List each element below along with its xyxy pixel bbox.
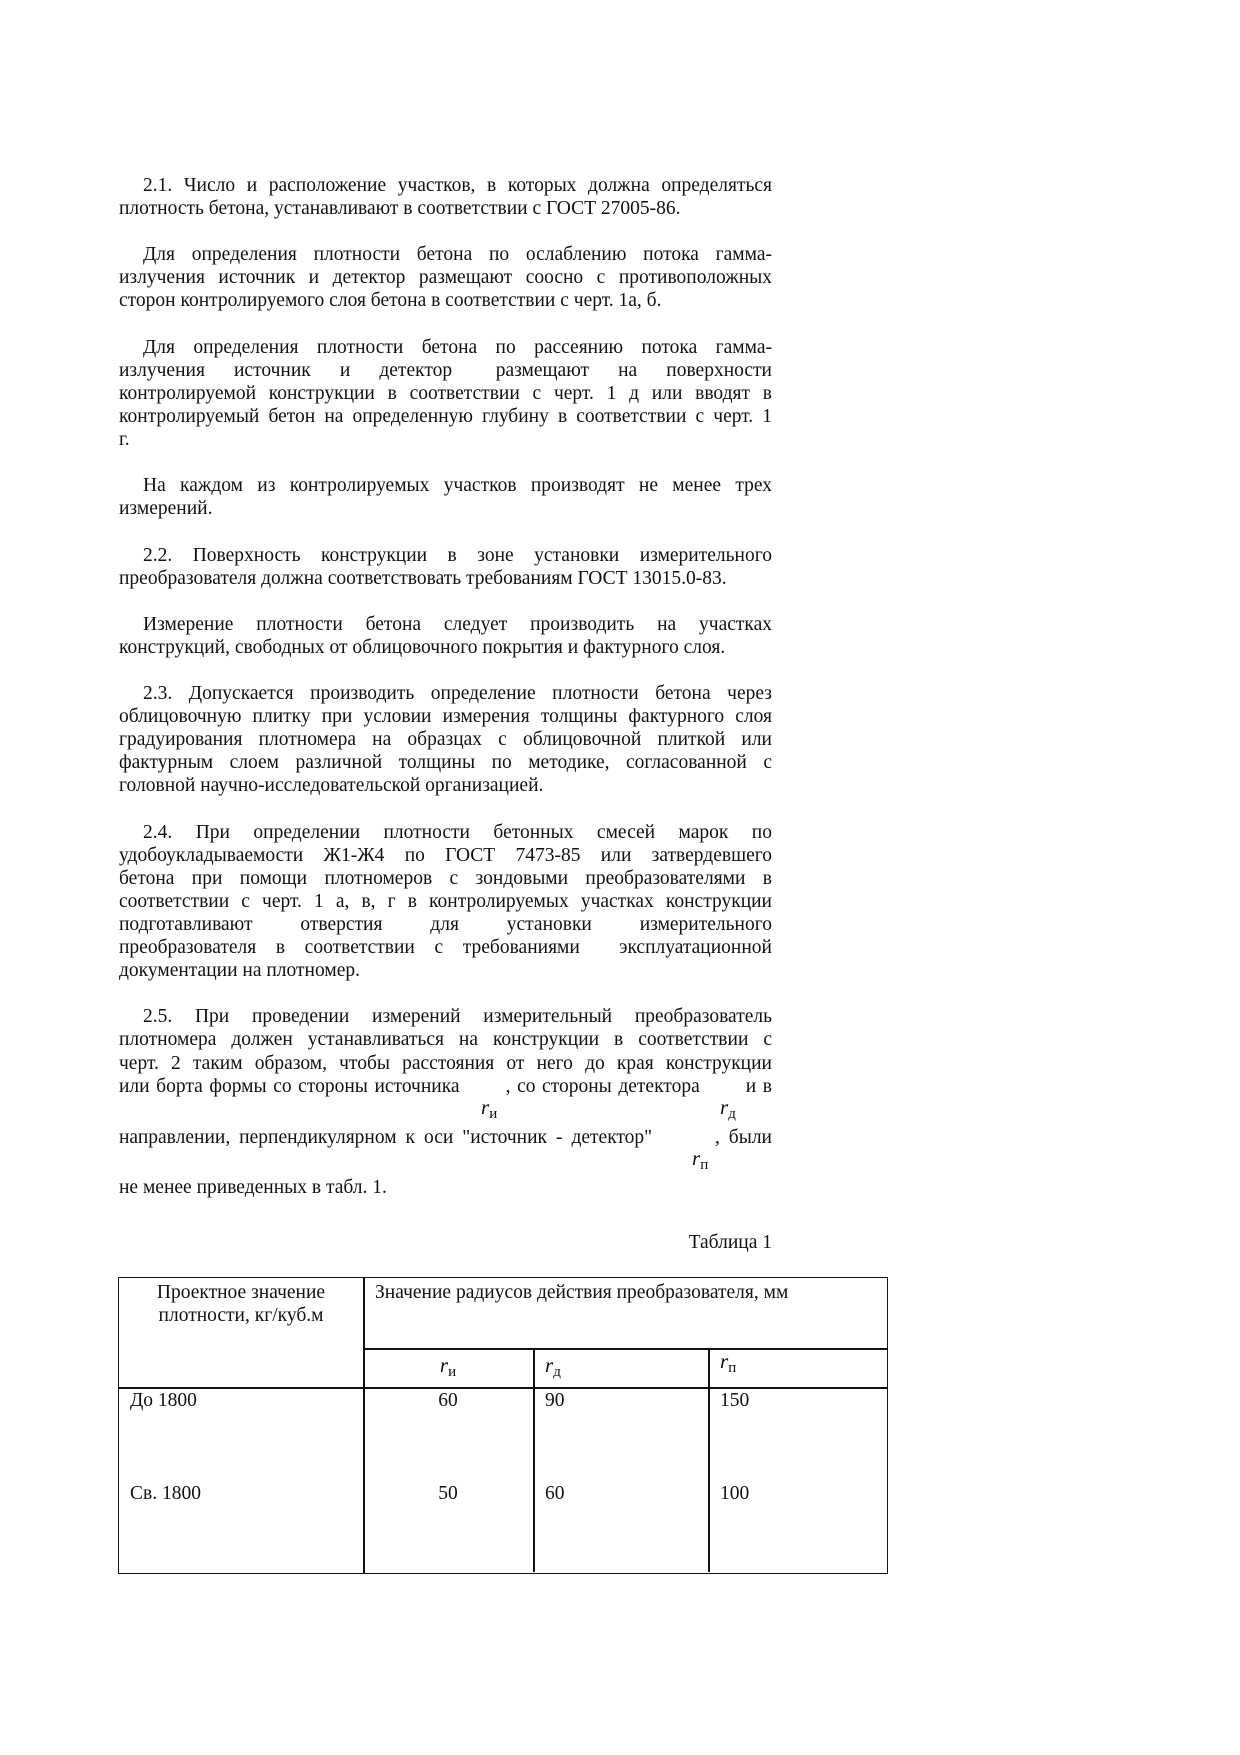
paragraph bbox=[119, 544, 772, 590]
text-line: плотномера должен устанавливаться на конструкции в соответствии с bbox=[119, 1029, 772, 1051]
text-line: облицовочную плитку при условии измерения толщины фактурного слоя bbox=[119, 706, 772, 728]
formula-r-p: $r_п$ bbox=[692, 1145, 709, 1173]
paragraph-2-5 bbox=[119, 1005, 772, 1199]
text-line: контролируемой конструкции в соответствии с черт. 1 д или вводят в bbox=[119, 382, 772, 404]
cell-ri: 50 bbox=[438, 1483, 458, 1504]
paragraph bbox=[119, 474, 772, 520]
formula-r-d: $r_д$ bbox=[720, 1094, 736, 1122]
paragraph bbox=[119, 174, 772, 220]
text-line: преобразователя в соответствии с требованиями эксплуатационной bbox=[119, 937, 772, 959]
text-line: не менее приведенных в табл. 1. bbox=[119, 1177, 387, 1199]
cell-rd: 60 bbox=[545, 1483, 565, 1504]
text-line: Для определения плотности бетона по ослаблению потока гамма- bbox=[143, 244, 772, 266]
cell-rp: 100 bbox=[720, 1483, 750, 1504]
table-divider bbox=[708, 1348, 710, 1572]
text-line: излучения источник и детектор размещают на поверхности bbox=[119, 359, 772, 381]
table-divider bbox=[363, 1348, 887, 1350]
cell-rd: 90 bbox=[545, 1390, 565, 1411]
paragraph bbox=[119, 821, 772, 983]
text-line: градуирования плотномера на образцах с облицовочной плиткой или bbox=[119, 729, 772, 751]
subheader-r-p: $r_п$ bbox=[720, 1349, 737, 1376]
paragraph bbox=[119, 682, 772, 797]
text-line: конструкций, свободных от облицовочного покрытия и фактурного слоя. bbox=[119, 636, 726, 658]
text-line: излучения источник и детектор размещают соосно с противоположных bbox=[119, 267, 772, 289]
text-line: измерений. bbox=[119, 498, 213, 520]
cell-rp: 150 bbox=[720, 1390, 750, 1411]
text-line: 2.2. Поверхность конструкции в зоне установки измерительного bbox=[143, 544, 772, 566]
text-line: сторон контролируемого слоя бетона в соответствии с черт. 1а, б. bbox=[119, 290, 662, 312]
formula-r-i: $r_и$ bbox=[481, 1094, 498, 1122]
text-line: бетона при помощи плотномеров с зондовыми преобразователями в bbox=[119, 867, 772, 889]
text-line: соответствии с черт. 1 а, в, г в контролируемых участках конструкции bbox=[119, 890, 772, 912]
text-line: 2.1. Число и расположение участков, в которых должна определяться bbox=[143, 175, 772, 196]
text-line: На каждом из контролируемых участков производят не менее трех bbox=[143, 475, 772, 497]
subheader-r-d: $r_д$ bbox=[545, 1353, 561, 1380]
paragraph bbox=[119, 613, 772, 659]
document-body bbox=[119, 174, 772, 1222]
text-line: документации на плотномер. bbox=[119, 960, 360, 982]
text-line: Измерение плотности бетона следует производить на участках bbox=[143, 613, 772, 635]
text-line: черт. 2 таким образом, чтобы расстояния от него до края конструкции bbox=[119, 1052, 772, 1074]
cell-density: Св. 1800 bbox=[130, 1483, 201, 1504]
paragraph bbox=[119, 336, 772, 451]
text-line: 2.5. При проведении измерений измерительный преобразователь bbox=[143, 1006, 772, 1028]
paragraph bbox=[119, 243, 772, 312]
text-line: направлении, перпендикулярном к оси "источник - детектор" , были bbox=[119, 1126, 772, 1148]
text-line: удобоукладываемости Ж1-Ж4 по ГОСТ 7473-85 или затвердевшего bbox=[119, 844, 772, 866]
cell-ri: 60 bbox=[438, 1390, 458, 1411]
table-1 bbox=[118, 1277, 888, 1574]
text-line: 2.4. При определении плотности бетонных смесей марок по bbox=[143, 821, 772, 843]
text-line: головной научно-исследовательской организацией. bbox=[119, 775, 544, 797]
text-line: фактурным слоем различной толщины по методике, согласованной с bbox=[119, 752, 772, 774]
text-line: преобразователя должна соответствовать требованиям ГОСТ 13015.0-83. bbox=[119, 567, 727, 589]
subheader-r-i: $r_и$ bbox=[439, 1353, 457, 1380]
header-radius-group: Значение радиусов действия преобразователя, мм bbox=[375, 1282, 789, 1303]
text-line: г. bbox=[119, 429, 130, 451]
cell-density: До 1800 bbox=[130, 1390, 197, 1411]
paragraphs bbox=[119, 174, 772, 982]
header-density: Проектное значение плотности, кг/куб.м bbox=[156, 1282, 326, 1326]
text-line: плотность бетона, устанавливают в соответствии с ГОСТ 27005-86. bbox=[119, 198, 681, 220]
text-line: Для определения плотности бетона по рассеянию потока гамма- bbox=[143, 336, 772, 358]
text-line: контролируемый бетон на определенную глубину в соответствии с черт. 1 bbox=[119, 405, 772, 427]
formula-row bbox=[119, 1145, 772, 1173]
text-line: 2.3. Допускается производить определение плотности бетона через bbox=[143, 683, 772, 705]
text-line: подготавливают отверстия для установки измерительного bbox=[119, 914, 772, 935]
table-divider bbox=[363, 1278, 365, 1573]
table-divider bbox=[533, 1348, 535, 1572]
table-caption: Таблица 1 bbox=[688, 1232, 772, 1253]
formula-row bbox=[119, 1094, 772, 1122]
text-line: или борта формы со стороны источника , со стороны детектора и в bbox=[119, 1075, 772, 1097]
